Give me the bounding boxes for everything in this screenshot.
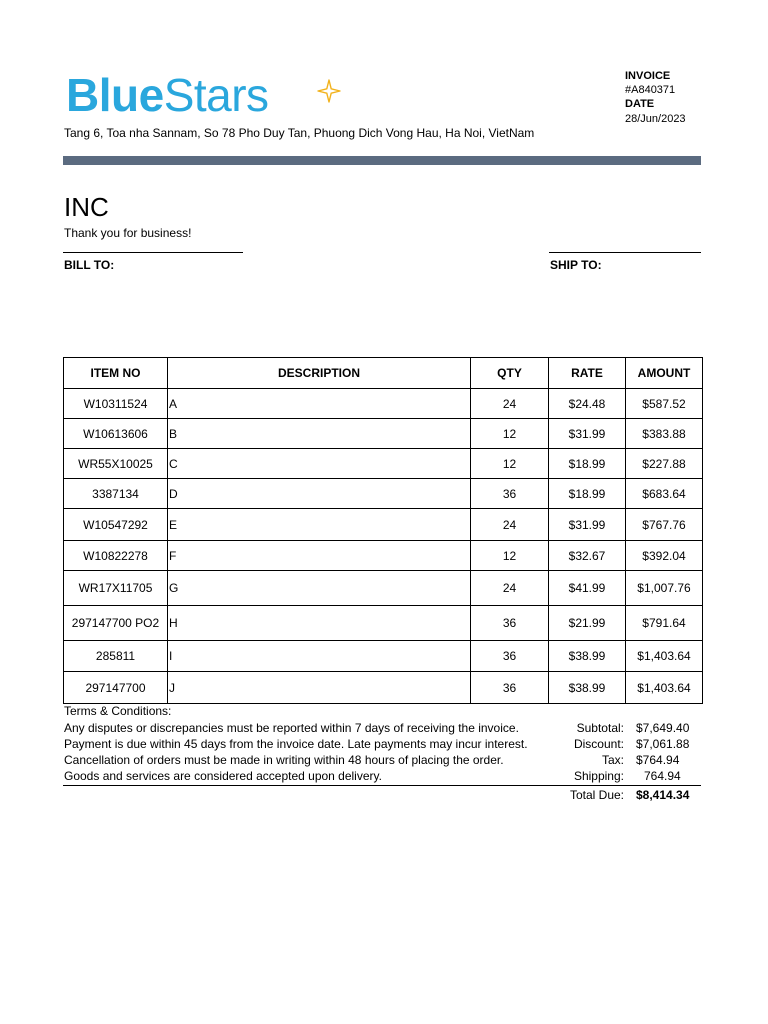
header-amount: AMOUNT <box>626 358 703 389</box>
terms-line: Payment is due within 45 days from the invoice date. Late payments may incur interest. <box>64 737 528 751</box>
tax-value: $764.94 <box>636 753 680 767</box>
item-description: D <box>168 479 471 509</box>
item-rate: $41.99 <box>549 571 626 606</box>
item-rate: $38.99 <box>549 641 626 672</box>
table-row <box>64 606 703 641</box>
logo-text-blue: Blue <box>66 69 164 121</box>
item-amount: $227.88 <box>626 449 703 479</box>
item-rate: $18.99 <box>549 449 626 479</box>
item-qty: 24 <box>471 571 549 606</box>
bill-to-label: BILL TO: <box>64 258 115 272</box>
item-amount: $587.52 <box>626 389 703 419</box>
item-description: B <box>168 419 471 449</box>
total-due-label: Total Due: <box>569 788 624 802</box>
item-description: J <box>168 672 471 704</box>
item-amount: $392.04 <box>626 541 703 571</box>
customer-name: INC <box>64 192 109 222</box>
item-qty: 12 <box>471 541 549 571</box>
table-row <box>64 541 703 571</box>
header-rate: RATE <box>549 358 626 389</box>
ship-to-label: SHIP TO: <box>550 258 602 272</box>
invoice-date: 28/Jun/2023 <box>625 113 686 125</box>
invoice-number: #A840371 <box>625 84 676 96</box>
item-no: W10547292 <box>64 509 168 541</box>
logo-text-stars: Stars <box>163 69 269 121</box>
item-amount: $1,007.76 <box>626 571 703 606</box>
discount-label: Discount: <box>573 737 624 751</box>
table-row <box>64 419 703 449</box>
item-no: 297147700 <box>64 672 168 704</box>
shipping-value: 764.94 <box>644 769 681 783</box>
item-amount: $767.76 <box>626 509 703 541</box>
item-qty: 36 <box>471 606 549 641</box>
table-row <box>64 479 703 509</box>
invoice-label: INVOICE <box>625 70 671 82</box>
item-description: C <box>168 449 471 479</box>
totals-divider <box>63 785 701 786</box>
table-row <box>64 571 703 606</box>
item-qty: 24 <box>471 389 549 419</box>
table-row <box>64 449 703 479</box>
table-row <box>64 389 703 419</box>
header-qty: QTY <box>471 358 549 389</box>
item-amount: $1,403.64 <box>626 641 703 672</box>
date-label: DATE <box>625 98 655 110</box>
item-description: G <box>168 571 471 606</box>
terms-line: Cancellation of orders must be made in writing within 48 hours of placing the order. <box>64 753 504 767</box>
item-rate: $38.99 <box>549 672 626 704</box>
table-header-row <box>64 358 703 389</box>
item-rate: $18.99 <box>549 479 626 509</box>
star-icon <box>316 78 342 104</box>
bill-to-rule <box>63 252 243 253</box>
item-amount: $683.64 <box>626 479 703 509</box>
item-no: W10613606 <box>64 419 168 449</box>
item-no: W10822278 <box>64 541 168 571</box>
terms-title: Terms & Conditions: <box>64 704 172 718</box>
item-qty: 36 <box>471 641 549 672</box>
item-no: 285811 <box>64 641 168 672</box>
header-divider-bar <box>63 156 701 165</box>
item-rate: $32.67 <box>549 541 626 571</box>
item-rate: $31.99 <box>549 419 626 449</box>
item-no: W10311524 <box>64 389 168 419</box>
item-qty: 12 <box>471 419 549 449</box>
table-row <box>64 509 703 541</box>
total-due-value: $8,414.34 <box>636 788 690 802</box>
item-qty: 12 <box>471 449 549 479</box>
item-description: F <box>168 541 471 571</box>
item-amount: $1,403.64 <box>626 672 703 704</box>
item-rate: $21.99 <box>549 606 626 641</box>
table-row <box>64 672 703 704</box>
ship-to-rule <box>549 252 701 253</box>
item-qty: 24 <box>471 509 549 541</box>
item-no: WR55X10025 <box>64 449 168 479</box>
company-address: Tang 6, Toa nha Sannam, So 78 Pho Duy Tan, Phuong Dich Vong Hau, Ha Noi, VietNam <box>64 126 535 140</box>
item-description: I <box>168 641 471 672</box>
tax-label: Tax: <box>601 753 624 767</box>
item-amount: $791.64 <box>626 606 703 641</box>
item-no: 3387134 <box>64 479 168 509</box>
item-no: 297147700 PO2 <box>64 606 168 641</box>
company-logo <box>66 69 269 121</box>
item-no: WR17X11705 <box>64 571 168 606</box>
item-description: H <box>168 606 471 641</box>
item-rate: $24.48 <box>549 389 626 419</box>
discount-value: $7,061.88 <box>636 737 690 751</box>
header-item-no: ITEM NO <box>64 358 168 389</box>
subtotal-label: Subtotal: <box>576 721 624 735</box>
header-description: DESCRIPTION <box>168 358 471 389</box>
item-description: A <box>168 389 471 419</box>
shipping-label: Shipping: <box>573 769 624 783</box>
terms-line: Any disputes or discrepancies must be reported within 7 days of receiving the invoice. <box>64 721 519 735</box>
line-items-table <box>63 357 703 704</box>
item-description: E <box>168 509 471 541</box>
item-qty: 36 <box>471 672 549 704</box>
item-amount: $383.88 <box>626 419 703 449</box>
item-rate: $31.99 <box>549 509 626 541</box>
item-qty: 36 <box>471 479 549 509</box>
subtotal-value: $7,649.40 <box>636 721 690 735</box>
table-row <box>64 641 703 672</box>
terms-line: Goods and services are considered accepted upon delivery. <box>64 769 382 783</box>
thanks-message: Thank you for business! <box>64 226 192 240</box>
